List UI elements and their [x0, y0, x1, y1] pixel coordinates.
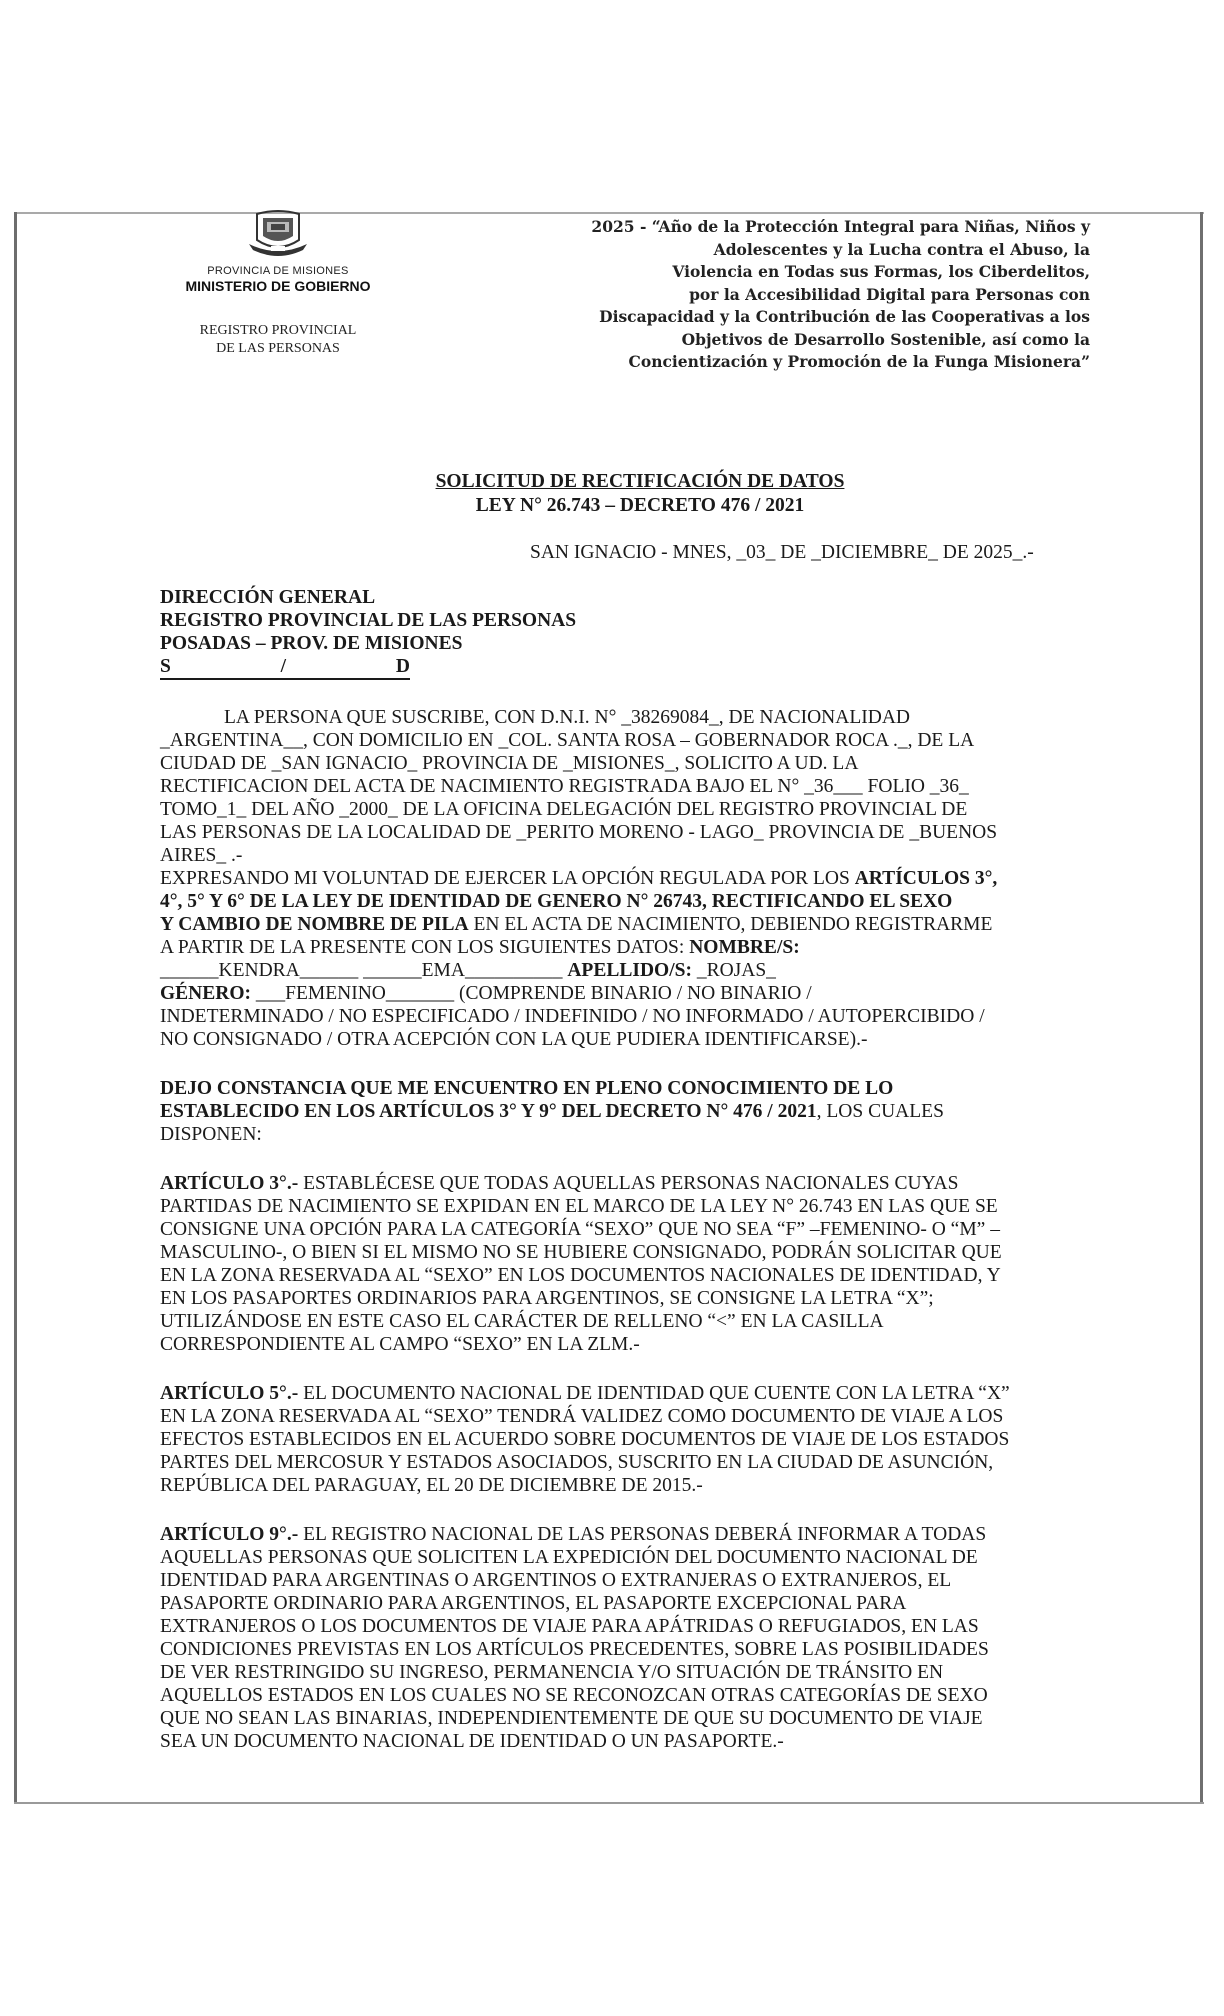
articles-ref: ARTÍCULOS 3°,: [854, 868, 998, 889]
constancia-text: , LOS CUALES: [816, 1101, 944, 1122]
name-row: [160, 959, 1120, 982]
article-9-line: QUE NO SEAN LAS BINARIAS, INDEPENDIENTEMENTE DE QUE SU DOCUMENTO DE VIAJE: [160, 1708, 983, 1729]
article-5-line: [160, 1382, 1120, 1405]
gender-options-line: NO CONSIGNADO / OTRA ACEPCIÓN CON LA QUE PUDIERA IDENTIFICARSE).-: [160, 1029, 868, 1050]
article-3-line: UTILIZÁNDOSE EN ESTE CASO EL CARÁCTER DE RELLENO “<” EN LA CASILLA: [160, 1311, 884, 1332]
intro-line: TOMO_1_ DEL AÑO _2000_ DE LA OFICINA DELEGACIÓN DEL REGISTRO PROVINCIAL DE: [160, 799, 968, 820]
expression-line: [160, 936, 1120, 959]
ministry-label: MINISTERIO DE GOBIERNO: [185, 278, 371, 294]
expression-line: [160, 913, 1120, 936]
expression-line: [160, 867, 1120, 890]
article-9-line: [160, 1523, 1120, 1546]
article-3-line: EN LOS PASAPORTES ORDINARIOS PARA ARGENTINOS, SE CONSIGNE LA LETRA “X”;: [160, 1288, 934, 1309]
place-and-date: SAN IGNACIO - MNES, _03_ DE _DICIEMBRE_ DE 2025_.-: [530, 542, 1034, 563]
article-3-line: [160, 1172, 1120, 1195]
article-9-line: SEA UN DOCUMENTO NACIONAL DE IDENTIDAD O UN PASAPORTE.-: [160, 1731, 784, 1752]
registry-line-2: DE LAS PERSONAS: [216, 341, 340, 356]
provincial-seal-icon: [241, 210, 315, 256]
surname-label: APELLIDO/S:: [567, 960, 692, 981]
motto-line: Violencia en Todas sus Formas, los Ciberdelitos,: [672, 262, 1090, 281]
decree-ref: ESTABLECIDO EN LOS ARTÍCULOS 3° Y 9° DEL DECRETO N° 476 / 2021: [160, 1101, 817, 1122]
constancia-line: DEJO CONSTANCIA QUE ME ENCUENTRO EN PLENO CONOCIMIENTO DE LO: [160, 1078, 894, 1099]
scan-edge-bottom: [14, 1802, 1204, 1804]
issuer-block: [178, 210, 378, 358]
addressee-block: [160, 586, 860, 680]
expression-text: EN EL ACTA DE NACIMIENTO, DEBIENDO REGISTRARME: [468, 914, 993, 935]
constancia-line: DISPONEN:: [160, 1124, 262, 1145]
addressee-line-1: DIRECCIÓN GENERAL: [160, 587, 376, 608]
article-3-line: EN LA ZONA RESERVADA AL “SEXO” EN LOS DOCUMENTOS NACIONALES DE IDENTIDAD, Y: [160, 1265, 1001, 1286]
addressee-line-2: REGISTRO PROVINCIAL DE LAS PERSONAS: [160, 610, 577, 631]
motto-line: Concientización y Promoción de la Funga Misionera”: [628, 352, 1090, 371]
article-5-line: REPÚBLICA DEL PARAGUAY, EL 20 DE DICIEMBRE DE 2015.-: [160, 1475, 703, 1496]
article-3-line: MASCULINO-, O BIEN SI EL MISMO NO SE HUBIERE CONSIGNADO, PODRÁN SOLICITAR QUE: [160, 1242, 1002, 1263]
article-5-line: EFECTOS ESTABLECIDOS EN EL ACUERDO SOBRE DOCUMENTOS DE VIAJE DE LOS ESTADOS: [160, 1429, 1010, 1450]
year-motto: [510, 216, 1090, 374]
surname-value: _ROJAS_: [691, 960, 776, 981]
intro-line: LAS PERSONAS DE LA LOCALIDAD DE _PERITO MORENO - LAGO_ PROVINCIA DE _BUENOS: [160, 822, 998, 843]
article-5-line: EN LA ZONA RESERVADA AL “SEXO” TENDRÁ VALIDEZ COMO DOCUMENTO DE VIAJE A LOS: [160, 1406, 1004, 1427]
title-line-1: SOLICITUD DE RECTIFICACIÓN DE DATOS: [435, 471, 845, 492]
intro-line: _ARGENTINA__, CON DOMICILIO EN _COL. SANTA ROSA – GOBERNADOR ROCA ._, DE LA: [160, 730, 975, 751]
motto-line: Adolescentes y la Lucha contra el Abuso, la: [713, 239, 1090, 259]
sd-slash: /: [280, 656, 287, 677]
article-9-line: IDENTIDAD PARA ARGENTINAS O ARGENTINOS O EXTRANJERAS O EXTRANJEROS, EL: [160, 1570, 952, 1591]
sd-d: D: [395, 656, 410, 677]
article-3-text: ESTABLÉCESE QUE TODAS AQUELLAS PERSONAS NACIONALES CUYAS: [298, 1173, 959, 1194]
salutation-sd: [160, 655, 410, 680]
intro-line: LA PERSONA QUE SUSCRIBE, CON D.N.I. N° _38269084_, DE NACIONALIDAD: [224, 707, 910, 728]
sd-s: S: [160, 656, 171, 677]
gender-value: ___FEMENINO_______ (COMPRENDE BINARIO / NO BINARIO /: [251, 983, 812, 1004]
gender-label: GÉNERO:: [160, 983, 252, 1004]
intro-line: CIUDAD DE _SAN IGNACIO_ PROVINCIA DE _MISIONES_, SOLICITO A UD. LA: [160, 753, 859, 774]
registry-line-1: REGISTRO PROVINCIAL: [199, 323, 357, 338]
motto-line: Discapacidad y la Contribución de las Cooperativas a los: [599, 307, 1090, 326]
title-line-2: LEY N° 26.743 – DECRETO 476 / 2021: [475, 495, 805, 516]
article-9-line: CONDICIONES PREVISTAS EN LOS ARTÍCULOS PRECEDENTES, SOBRE LAS POSIBILIDADES: [160, 1639, 989, 1660]
article-5-text: EL DOCUMENTO NACIONAL DE IDENTIDAD QUE CUENTE CON LA LETRA “X”: [298, 1383, 1010, 1404]
request-body: [160, 706, 1120, 1753]
constancia-line: [160, 1100, 1120, 1123]
expression-line: 4°, 5° Y 6° DE LA LEY DE IDENTIDAD DE GENERO N° 26743, RECTIFICANDO EL SEXO: [160, 891, 953, 912]
article-9-line: PASAPORTE ORDINARIO PARA ARGENTINOS, EL PASAPORTE EXCEPCIONAL PARA: [160, 1593, 907, 1614]
registry-label: [178, 322, 378, 358]
article-5-line: PARTES DEL MERCOSUR Y ESTADOS ASOCIADOS, SUSCRITO EN LA CIUDAD DE ASUNCIÓN,: [160, 1452, 994, 1473]
name-label: NOMBRE/S:: [689, 937, 800, 958]
article-9-line: DE VER RESTRINGIDO SU INGRESO, PERMANENCIA Y/O SITUACIÓN DE TRÁNSITO EN: [160, 1662, 944, 1683]
article-9-line: AQUELLOS ESTADOS EN LOS CUALES NO SE RECONOZCAN OTRAS CATEGORÍAS DE SEXO: [160, 1685, 988, 1706]
article-3-line: PARTIDAS DE NACIMIENTO SE EXPIDAN EN EL MARCO DE LA LEY N° 26.743 EN LAS QUE SE: [160, 1196, 998, 1217]
addressee-line-3: POSADAS – PROV. DE MISIONES: [160, 633, 463, 654]
intro-line: RECTIFICACION DEL ACTA DE NACIMIENTO REGISTRADA BAJO EL N° _36___ FOLIO _36_: [160, 776, 969, 797]
article-5-label: ARTÍCULO 5°.-: [160, 1383, 299, 1404]
scan-edge-right: [1200, 212, 1203, 1804]
scan-edge-left: [14, 212, 17, 1804]
article-9-label: ARTÍCULO 9°.-: [160, 1524, 299, 1545]
article-3-line: CONSIGNE UNA OPCIÓN PARA LA CATEGORÍA “SEXO” QUE NO SEA “F” –FEMENINO- O “M” –: [160, 1219, 1000, 1240]
motto-line: Objetivos de Desarrollo Sostenible, así como la: [681, 329, 1090, 349]
expression-text: A PARTIR DE LA PRESENTE CON LOS SIGUIENTES DATOS:: [160, 937, 690, 958]
given-names-value: ______KENDRA______ ______EMA__________: [160, 960, 568, 981]
article-9-line: AQUELLAS PERSONAS QUE SOLICITEN LA EXPEDICIÓN DEL DOCUMENTO NACIONAL DE: [160, 1547, 978, 1568]
gender-options-line: INDETERMINADO / NO ESPECIFICADO / INDEFINIDO / NO INFORMADO / AUTOPERCIBIDO /: [160, 1006, 985, 1027]
intro-line: AIRES_ .-: [160, 845, 243, 866]
name-change-ref: Y CAMBIO DE NOMBRE DE PILA: [160, 914, 469, 935]
article-3-line: CORRESPONDIENTE AL CAMPO “SEXO” EN LA ZLM.-: [160, 1334, 640, 1355]
article-9-line: EXTRANJEROS O LOS DOCUMENTOS DE VIAJE PARA APÁTRIDAS O REFUGIADOS, EN LAS: [160, 1616, 979, 1637]
document-title: [290, 470, 990, 518]
gender-row: [160, 982, 1120, 1005]
province-label: PROVINCIA DE MISIONES: [207, 265, 349, 277]
motto-line: 2025 - “Año de la Protección Integral para Niñas, Niños y: [591, 217, 1090, 236]
expression-text: EXPRESANDO MI VOLUNTAD DE EJERCER LA OPCIÓN REGULADA POR LOS: [160, 868, 855, 889]
motto-line: por la Accesibilidad Digital para Personas con: [689, 284, 1090, 304]
article-3-label: ARTÍCULO 3°.-: [160, 1173, 299, 1194]
article-9-text: EL REGISTRO NACIONAL DE LAS PERSONAS DEBERÁ INFORMAR A TODAS: [298, 1524, 987, 1545]
